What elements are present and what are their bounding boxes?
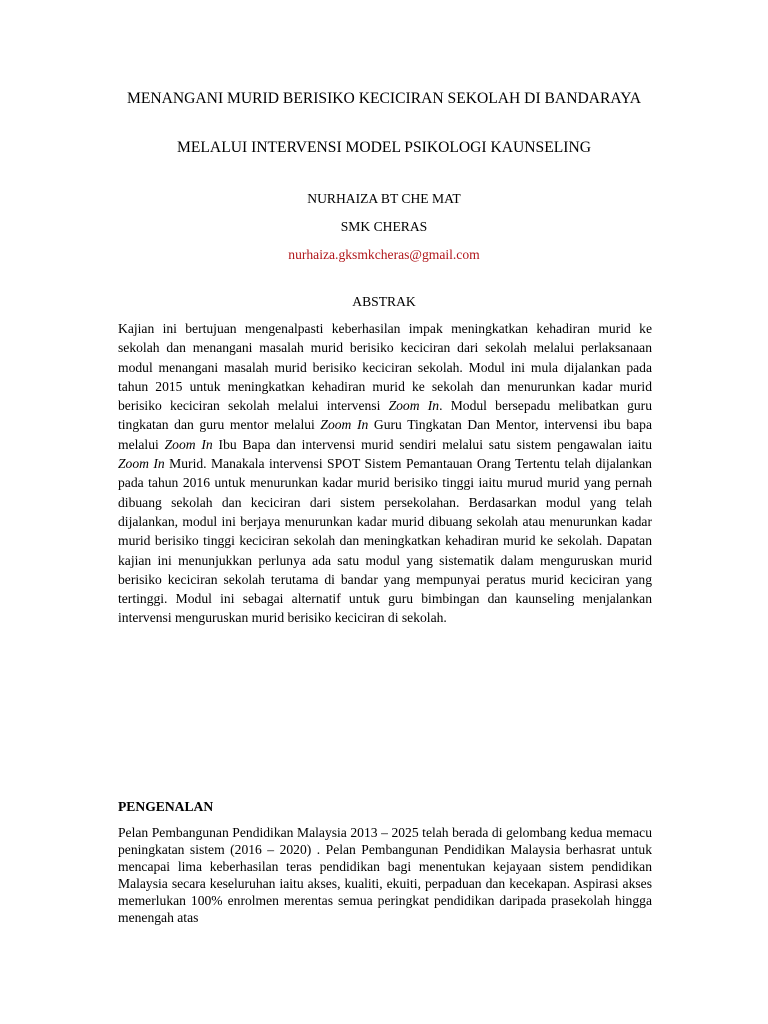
author-school: SMK CHERAS bbox=[340, 219, 428, 234]
abstract-body bbox=[118, 319, 652, 628]
zoom-in-term: Zoom In bbox=[320, 417, 369, 433]
section-heading-introduction: PENGENALAN bbox=[118, 799, 214, 814]
abstract-text-5: Murid. Manakala intervensi SPOT Sistem Pemantauan Orang Tertentu telah dijalankan pada tahun 2016 untuk menurunkan kadar murid berisiko tinggi iaitu murud murid yang pernah dibuang sekolah dan keciciran dari sistem persekolahan. Berdasarkan modul yang telah dijalankan, modul ini berjaya menurunkan kadar murid dibuang sekolah atau menurunkan kadar murid berisiko tinggi keciciran sekolah dan meningkatkan kehadiran murid ke sekolah. Dapatan kajian ini menunjukkan perlunya ada satu modul yang sistematik dalam menguruskan murid berisiko keciciran sekolah terutama di bandar yang mempunyai peratus murid keciciran yang tertinggi. Modul ini sebagai alternatif untuk guru bimbingan dan kaunseling menjalankan intervensi menguruskan murid berisiko keciciran di sekolah. bbox=[118, 456, 652, 626]
abstract-paragraph bbox=[118, 319, 652, 628]
author-name: NURHAIZA BT CHE MAT bbox=[307, 191, 461, 206]
zoom-in-term: Zoom In bbox=[164, 436, 213, 452]
paper-title: MENANGANI MURID BERISIKO KECICIRAN SEKOLAH DI BANDARAYA bbox=[126, 90, 642, 107]
introduction-body bbox=[118, 824, 652, 926]
author-email[interactable]: nurhaiza.gksmkcheras@gmail.com bbox=[288, 247, 480, 262]
abstract-text-2: . Modul bersepadu melibatkan guru tingkatan dan guru mentor melalui bbox=[118, 398, 652, 433]
paper-subtitle: MELALUI INTERVENSI MODEL PSIKOLOGI KAUNSELING bbox=[177, 139, 591, 156]
introduction-paragraph: Pelan Pembangunan Pendidikan Malaysia 2013 – 2025 telah berada di gelombang kedua memacu peningkatan sistem (2016 – 2020) . Pelan Pembangunan Pendidikan Malaysia berhasrat untuk mencapai lima keberhasilan teras pendidikan bagi menentukan kejayaan sistem pendidikan Malaysia secara keseluruhan iaitu akses, kualiti, ekuiti, perpaduan dan kecekapan. Aspirasi akses memerlukan 100% enrolmen merentas semua peringkat pendidikan daripada prasekolah hingga menengah atas bbox=[118, 825, 652, 925]
zoom-in-term: Zoom In bbox=[118, 456, 165, 472]
abstract-heading: ABSTRAK bbox=[352, 294, 416, 309]
abstract-text-3: Guru Tingkatan Dan Mentor, intervensi ibu bapa melalui bbox=[118, 417, 652, 452]
abstract-text-1: Kajian ini bertujuan mengenalpasti keberhasilan impak meningkatkan kehadiran murid ke sekolah dan menangani masalah murid berisiko keciciran dari sekolah melalui perlaksanaan modul menangani masalah murid berisiko keciciran sekolah. Modul ini mula dijalankan pada tahun 2015 untuk meningkatkan kehadiran murid ke sekolah dan menurunkan kadar murid berisiko keciciran sekolah melalui intervensi bbox=[118, 321, 652, 414]
abstract-text-4: Ibu Bapa dan intervensi murid sendiri melalui satu sistem pengawalan iaitu bbox=[212, 436, 652, 452]
zoom-in-term: Zoom In bbox=[388, 398, 440, 414]
